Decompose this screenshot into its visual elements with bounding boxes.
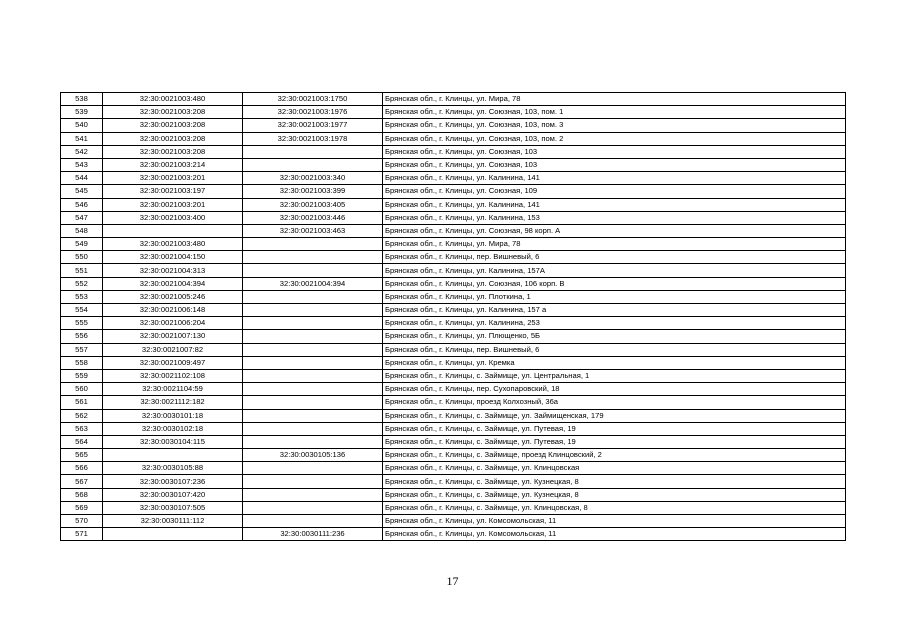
address-cell: Брянская обл., г. Клинцы, ул. Союзная, 103, пом. 2 — [383, 132, 846, 145]
address-cell: Брянская обл., г. Клинцы, ул. Плющенко, 5Б — [383, 330, 846, 343]
table-row — [61, 119, 846, 132]
parcel-cadastral-number-cell: 32:30:0030107:420 — [103, 488, 243, 501]
address-cell: Брянская обл., г. Клинцы, с. Займище, ул. Клинцовская, 8 — [383, 501, 846, 514]
cadastral-table — [60, 92, 846, 541]
object-cadastral-number-cell — [243, 304, 383, 317]
row-number-cell: 541 — [61, 132, 103, 145]
row-number-cell: 555 — [61, 317, 103, 330]
table-row — [61, 304, 846, 317]
row-number-cell: 563 — [61, 422, 103, 435]
address-cell: Брянская обл., г. Клинцы, ул. Комсомольская, 11 — [383, 515, 846, 528]
address-cell: Брянская обл., г. Клинцы, ул. Союзная, 106 корп. В — [383, 277, 846, 290]
row-number-cell: 552 — [61, 277, 103, 290]
parcel-cadastral-number-cell: 32:30:0030107:236 — [103, 475, 243, 488]
address-cell: Брянская обл., г. Клинцы, с. Займище, ул. Займищенская, 179 — [383, 409, 846, 422]
parcel-cadastral-number-cell: 32:30:0021003:201 — [103, 172, 243, 185]
table-row — [61, 409, 846, 422]
object-cadastral-number-cell — [243, 515, 383, 528]
page-number: 17 — [446, 574, 459, 588]
object-cadastral-number-cell — [243, 343, 383, 356]
object-cadastral-number-cell: 32:30:0021003:1750 — [243, 93, 383, 106]
table-row — [61, 238, 846, 251]
parcel-cadastral-number-cell: 32:30:0021003:480 — [103, 238, 243, 251]
row-number-cell: 557 — [61, 343, 103, 356]
table-row — [61, 93, 846, 106]
table-row — [61, 528, 846, 541]
row-number-cell: 570 — [61, 515, 103, 528]
parcel-cadastral-number-cell: 32:30:0021003:208 — [103, 145, 243, 158]
object-cadastral-number-cell: 32:30:0021003:1978 — [243, 132, 383, 145]
row-number-cell: 565 — [61, 449, 103, 462]
parcel-cadastral-number-cell: 32:30:0021102:108 — [103, 369, 243, 382]
table-row — [61, 211, 846, 224]
table-row — [61, 317, 846, 330]
row-number-cell: 556 — [61, 330, 103, 343]
table-row — [61, 396, 846, 409]
object-cadastral-number-cell — [243, 158, 383, 171]
object-cadastral-number-cell: 32:30:0021003:446 — [243, 211, 383, 224]
address-cell: Брянская обл., г. Клинцы, с. Займище, ул. Путевая, 19 — [383, 435, 846, 448]
address-cell: Брянская обл., г. Клинцы, с. Займище, ул. Центральная, 1 — [383, 369, 846, 382]
row-number-cell: 544 — [61, 172, 103, 185]
address-cell: Брянская обл., г. Клинцы, ул. Калинина, 157 а — [383, 304, 846, 317]
parcel-cadastral-number-cell: 32:30:0030101:18 — [103, 409, 243, 422]
address-cell: Брянская обл., г. Клинцы, ул. Союзная, 109 — [383, 185, 846, 198]
address-cell: Брянская обл., г. Клинцы, пер. Вишневый, 6 — [383, 251, 846, 264]
object-cadastral-number-cell — [243, 475, 383, 488]
object-cadastral-number-cell — [243, 422, 383, 435]
row-number-cell: 550 — [61, 251, 103, 264]
row-number-cell: 567 — [61, 475, 103, 488]
table-row — [61, 343, 846, 356]
table-row — [61, 449, 846, 462]
row-number-cell: 540 — [61, 119, 103, 132]
object-cadastral-number-cell — [243, 409, 383, 422]
parcel-cadastral-number-cell: 32:30:0021006:204 — [103, 317, 243, 330]
table-body — [61, 93, 846, 541]
parcel-cadastral-number-cell: 32:30:0021009:497 — [103, 356, 243, 369]
object-cadastral-number-cell — [243, 356, 383, 369]
table-row — [61, 106, 846, 119]
object-cadastral-number-cell — [243, 462, 383, 475]
table-row — [61, 290, 846, 303]
parcel-cadastral-number-cell: 32:30:0021003:197 — [103, 185, 243, 198]
table-row — [61, 488, 846, 501]
row-number-cell: 542 — [61, 145, 103, 158]
object-cadastral-number-cell — [243, 317, 383, 330]
row-number-cell: 564 — [61, 435, 103, 448]
table-row — [61, 435, 846, 448]
row-number-cell: 547 — [61, 211, 103, 224]
table-row — [61, 251, 846, 264]
object-cadastral-number-cell — [243, 264, 383, 277]
table-row — [61, 224, 846, 237]
parcel-cadastral-number-cell: 32:30:0030102:18 — [103, 422, 243, 435]
parcel-cadastral-number-cell: 32:30:0021004:150 — [103, 251, 243, 264]
object-cadastral-number-cell: 32:30:0021003:1976 — [243, 106, 383, 119]
object-cadastral-number-cell — [243, 501, 383, 514]
object-cadastral-number-cell: 32:30:0021003:463 — [243, 224, 383, 237]
address-cell: Брянская обл., г. Клинцы, с. Займище, ул. Клинцовская — [383, 462, 846, 475]
parcel-cadastral-number-cell: 32:30:0021003:208 — [103, 119, 243, 132]
row-number-cell: 566 — [61, 462, 103, 475]
row-number-cell: 569 — [61, 501, 103, 514]
table-row — [61, 383, 846, 396]
object-cadastral-number-cell — [243, 383, 383, 396]
parcel-cadastral-number-cell: 32:30:0030111:112 — [103, 515, 243, 528]
table-row — [61, 172, 846, 185]
address-cell: Брянская обл., г. Клинцы, пер. Сухопаровский, 18 — [383, 383, 846, 396]
row-number-cell: 562 — [61, 409, 103, 422]
parcel-cadastral-number-cell: 32:30:0021003:480 — [103, 93, 243, 106]
table-row — [61, 132, 846, 145]
table-row — [61, 185, 846, 198]
parcel-cadastral-number-cell: 32:30:0030105:88 — [103, 462, 243, 475]
row-number-cell: 548 — [61, 224, 103, 237]
address-cell: Брянская обл., г. Клинцы, ул. Калинина, 153 — [383, 211, 846, 224]
row-number-cell: 546 — [61, 198, 103, 211]
parcel-cadastral-number-cell: 32:30:0021003:214 — [103, 158, 243, 171]
parcel-cadastral-number-cell: 32:30:0021112:182 — [103, 396, 243, 409]
address-cell: Брянская обл., г. Клинцы, ул. Калинина, 141 — [383, 198, 846, 211]
address-cell: Брянская обл., г. Клинцы, с. Займище, ул. Кузнецкая, 8 — [383, 475, 846, 488]
address-cell: Брянская обл., г. Клинцы, пер. Вишневый, 6 — [383, 343, 846, 356]
parcel-cadastral-number-cell: 32:30:0021003:208 — [103, 132, 243, 145]
address-cell: Брянская обл., г. Клинцы, ул. Калинина, 141 — [383, 172, 846, 185]
object-cadastral-number-cell — [243, 290, 383, 303]
address-cell: Брянская обл., г. Клинцы, ул. Мира, 78 — [383, 93, 846, 106]
object-cadastral-number-cell — [243, 435, 383, 448]
parcel-cadastral-number-cell: 32:30:0021007:82 — [103, 343, 243, 356]
parcel-cadastral-number-cell — [103, 449, 243, 462]
parcel-cadastral-number-cell: 32:30:0021003:400 — [103, 211, 243, 224]
address-cell: Брянская обл., г. Клинцы, ул. Кремка — [383, 356, 846, 369]
parcel-cadastral-number-cell: 32:30:0021004:394 — [103, 277, 243, 290]
parcel-cadastral-number-cell — [103, 224, 243, 237]
row-number-cell: 558 — [61, 356, 103, 369]
address-cell: Брянская обл., г. Клинцы, ул. Союзная, 103, пом. 1 — [383, 106, 846, 119]
row-number-cell: 560 — [61, 383, 103, 396]
row-number-cell: 559 — [61, 369, 103, 382]
row-number-cell: 568 — [61, 488, 103, 501]
row-number-cell: 539 — [61, 106, 103, 119]
parcel-cadastral-number-cell: 32:30:0021003:208 — [103, 106, 243, 119]
address-cell: Брянская обл., г. Клинцы, ул. Союзная, 98 корп. А — [383, 224, 846, 237]
row-number-cell: 571 — [61, 528, 103, 541]
address-cell: Брянская обл., г. Клинцы, с. Займище, ул. Путевая, 19 — [383, 422, 846, 435]
object-cadastral-number-cell: 32:30:0021003:405 — [243, 198, 383, 211]
address-cell: Брянская обл., г. Клинцы, ул. Калинина, 157А — [383, 264, 846, 277]
object-cadastral-number-cell: 32:30:0021003:340 — [243, 172, 383, 185]
object-cadastral-number-cell — [243, 396, 383, 409]
parcel-cadastral-number-cell: 32:30:0021005:246 — [103, 290, 243, 303]
address-cell: Брянская обл., г. Клинцы, ул. Плоткина, 1 — [383, 290, 846, 303]
parcel-cadastral-number-cell: 32:30:0021104:59 — [103, 383, 243, 396]
row-number-cell: 545 — [61, 185, 103, 198]
row-number-cell: 551 — [61, 264, 103, 277]
parcel-cadastral-number-cell: 32:30:0021003:201 — [103, 198, 243, 211]
parcel-cadastral-number-cell: 32:30:0021004:313 — [103, 264, 243, 277]
table-row — [61, 356, 846, 369]
row-number-cell: 549 — [61, 238, 103, 251]
address-cell: Брянская обл., г. Клинцы, ул. Союзная, 103 — [383, 145, 846, 158]
parcel-cadastral-number-cell: 32:30:0021006:148 — [103, 304, 243, 317]
object-cadastral-number-cell — [243, 145, 383, 158]
parcel-cadastral-number-cell: 32:30:0030104:115 — [103, 435, 243, 448]
table-row — [61, 369, 846, 382]
object-cadastral-number-cell — [243, 330, 383, 343]
table-row — [61, 501, 846, 514]
object-cadastral-number-cell — [243, 369, 383, 382]
address-cell: Брянская обл., г. Клинцы, проезд Колхозный, 36а — [383, 396, 846, 409]
table-row — [61, 277, 846, 290]
address-cell: Брянская обл., г. Клинцы, с. Займище, ул. Кузнецкая, 8 — [383, 488, 846, 501]
parcel-cadastral-number-cell: 32:30:0030107:505 — [103, 501, 243, 514]
row-number-cell: 553 — [61, 290, 103, 303]
table-row — [61, 475, 846, 488]
table-row — [61, 158, 846, 171]
row-number-cell: 554 — [61, 304, 103, 317]
parcel-cadastral-number-cell — [103, 528, 243, 541]
address-cell: Брянская обл., г. Клинцы, ул. Комсомольская, 11 — [383, 528, 846, 541]
address-cell: Брянская обл., г. Клинцы, ул. Мира, 78 — [383, 238, 846, 251]
table-row — [61, 145, 846, 158]
object-cadastral-number-cell — [243, 488, 383, 501]
address-cell: Брянская обл., г. Клинцы, ул. Калинина, 253 — [383, 317, 846, 330]
object-cadastral-number-cell: 32:30:0021004:394 — [243, 277, 383, 290]
object-cadastral-number-cell: 32:30:0021003:1977 — [243, 119, 383, 132]
parcel-cadastral-number-cell: 32:30:0021007:130 — [103, 330, 243, 343]
table-row — [61, 264, 846, 277]
row-number-cell: 543 — [61, 158, 103, 171]
table-row — [61, 462, 846, 475]
table-row — [61, 198, 846, 211]
table-row — [61, 330, 846, 343]
address-cell: Брянская обл., г. Клинцы, ул. Союзная, 103 — [383, 158, 846, 171]
table-row — [61, 422, 846, 435]
address-cell: Брянская обл., г. Клинцы, ул. Союзная, 103, пом. 3 — [383, 119, 846, 132]
object-cadastral-number-cell — [243, 251, 383, 264]
object-cadastral-number-cell: 32:30:0030105:136 — [243, 449, 383, 462]
table-row — [61, 515, 846, 528]
object-cadastral-number-cell: 32:30:0030111:236 — [243, 528, 383, 541]
address-cell: Брянская обл., г. Клинцы, с. Займище, проезд Клинцовский, 2 — [383, 449, 846, 462]
object-cadastral-number-cell: 32:30:0021003:399 — [243, 185, 383, 198]
row-number-cell: 561 — [61, 396, 103, 409]
object-cadastral-number-cell — [243, 238, 383, 251]
row-number-cell: 538 — [61, 93, 103, 106]
